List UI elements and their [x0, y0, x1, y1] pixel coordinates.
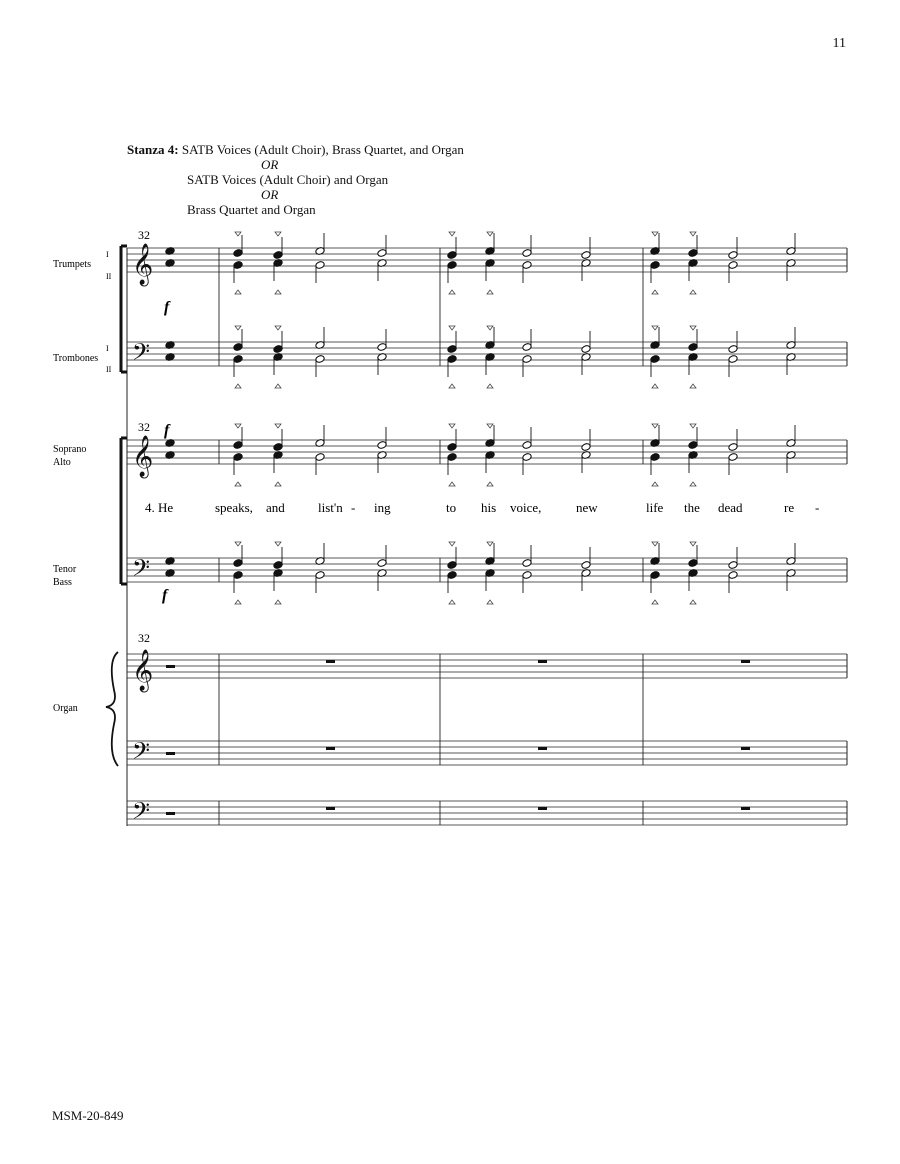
half-rest — [166, 812, 175, 815]
whole-rest — [538, 747, 547, 750]
lyric-syllable: re — [784, 500, 795, 515]
lyric-syllable: new — [576, 500, 598, 515]
accent-mark — [487, 232, 493, 236]
trombones-part-1: I — [106, 344, 109, 353]
lyric-hyphen: - — [815, 500, 820, 515]
organ-label: Organ — [53, 703, 78, 714]
accent-mark — [487, 424, 493, 428]
lyric-syllable: ing — [374, 500, 391, 515]
accent-mark — [275, 232, 281, 236]
trombones-part-2: II — [106, 365, 112, 374]
accent-mark — [275, 542, 281, 546]
accent-mark — [487, 600, 493, 604]
lyric-syllable: life — [646, 500, 664, 515]
accent-mark — [275, 290, 281, 294]
soprano-label: Soprano — [53, 444, 87, 455]
lyric-syllable: to — [446, 500, 457, 515]
accent-mark — [487, 290, 493, 294]
dynamic-forte-tenor: f — [162, 587, 168, 604]
accent-mark — [275, 482, 281, 486]
accent-mark — [235, 600, 241, 604]
measure-number-organ: 32 — [138, 631, 150, 645]
measure-number-brass: 32 — [138, 228, 150, 242]
accent-mark — [690, 290, 696, 294]
catalog-code: MSM-20-849 — [52, 1108, 124, 1123]
lyric-syllable: 4. He — [145, 500, 174, 515]
accent-mark — [235, 290, 241, 294]
accent-mark — [487, 542, 493, 546]
whole-rest — [538, 807, 547, 810]
lyric-syllable: and — [266, 500, 285, 515]
treble-clef-icon: 𝄞 — [132, 650, 154, 690]
stanza-or-2: OR — [261, 187, 279, 202]
accent-mark — [487, 384, 493, 388]
accent-mark — [652, 600, 658, 604]
accent-mark — [652, 542, 658, 546]
measure-number-choir: 32 — [138, 420, 150, 434]
bass-clef-icon: 𝄢 — [132, 799, 151, 830]
trumpets-part-1: I — [106, 250, 109, 259]
whole-rest — [741, 660, 750, 663]
stanza-or-1: OR — [261, 157, 279, 172]
brass-bracket — [121, 246, 127, 372]
accent-mark — [449, 232, 455, 236]
whole-rest — [326, 747, 335, 750]
trumpets-part-2: II — [106, 272, 112, 281]
accent-mark — [652, 326, 658, 330]
accent-mark — [652, 482, 658, 486]
accent-mark — [690, 326, 696, 330]
accent-mark — [487, 326, 493, 330]
trumpets-label: Trumpets — [53, 259, 91, 270]
accent-mark — [235, 482, 241, 486]
treble-clef-icon: 𝄞 — [132, 244, 154, 284]
lyric-syllable: voice, — [510, 500, 542, 515]
stanza-label: Stanza 4: — [127, 142, 179, 157]
accent-mark — [235, 542, 241, 546]
accent-mark — [275, 424, 281, 428]
accent-mark — [235, 232, 241, 236]
bass-clef-icon: 𝄢 — [132, 556, 151, 587]
whole-rest — [741, 807, 750, 810]
whole-rest — [741, 747, 750, 750]
trombones-label: Trombones — [53, 353, 99, 364]
accent-mark — [690, 542, 696, 546]
accent-mark — [487, 482, 493, 486]
accent-mark — [449, 424, 455, 428]
lyrics-line — [145, 500, 819, 515]
lyric-syllable: speaks, — [215, 500, 253, 515]
bass-clef-icon: 𝄢 — [132, 739, 151, 770]
organ-brace — [106, 652, 118, 766]
accent-mark — [449, 290, 455, 294]
lyric-syllable: the — [684, 500, 700, 515]
accent-mark — [449, 482, 455, 486]
stanza-option-2: SATB Voices (Adult Choir) and Organ — [187, 172, 389, 187]
accent-mark — [275, 326, 281, 330]
accent-mark — [449, 326, 455, 330]
lyric-syllable: list'n — [318, 500, 343, 515]
half-rest — [166, 752, 175, 755]
accent-mark — [235, 424, 241, 428]
lyric-syllable: dead — [718, 500, 743, 515]
choir-bracket — [121, 438, 127, 584]
dynamic-forte-trumpets: f — [164, 299, 170, 316]
lyric-syllable: his — [481, 500, 497, 515]
accent-mark — [275, 600, 281, 604]
notation-layer — [106, 232, 847, 830]
accent-mark — [652, 232, 658, 236]
accent-mark — [275, 384, 281, 388]
accent-mark — [235, 384, 241, 388]
stanza-option-1: SATB Voices (Adult Choir), Brass Quartet, and Organ — [181, 142, 464, 157]
bass-label: Bass — [53, 577, 72, 588]
accent-mark — [652, 424, 658, 428]
accent-mark — [449, 384, 455, 388]
whole-rest — [326, 807, 335, 810]
accent-mark — [690, 482, 696, 486]
whole-rest — [326, 660, 335, 663]
accent-mark — [449, 542, 455, 546]
stanza-option-3: Brass Quartet and Organ — [187, 202, 316, 217]
treble-clef-icon: 𝄞 — [132, 436, 154, 476]
page-number: 11 — [832, 36, 846, 51]
accent-mark — [652, 384, 658, 388]
half-rest — [166, 665, 175, 668]
whole-rest — [538, 660, 547, 663]
accent-mark — [235, 326, 241, 330]
accent-mark — [652, 290, 658, 294]
alto-label: Alto — [53, 457, 71, 468]
bass-clef-icon: 𝄢 — [132, 340, 151, 371]
accent-mark — [690, 600, 696, 604]
accent-mark — [690, 384, 696, 388]
tenor-label: Tenor — [53, 564, 77, 575]
accent-mark — [690, 424, 696, 428]
lyric-hyphen: - — [351, 500, 356, 515]
accent-mark — [690, 232, 696, 236]
dynamic-forte-soprano: f — [164, 422, 170, 439]
accent-mark — [449, 600, 455, 604]
